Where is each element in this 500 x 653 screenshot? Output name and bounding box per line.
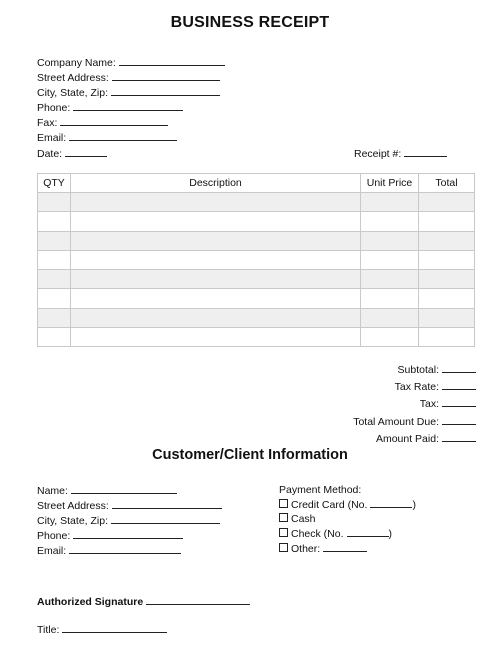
subtotal-row <box>353 362 476 379</box>
cash-checkbox[interactable] <box>279 513 288 522</box>
check-number-field[interactable] <box>347 526 389 537</box>
company-email-field[interactable] <box>69 130 177 141</box>
table-row[interactable] <box>38 193 475 212</box>
signature-row <box>37 594 250 609</box>
company-city-field[interactable] <box>111 85 220 96</box>
customer-email-field[interactable] <box>69 543 181 554</box>
payment-other-row <box>279 541 416 556</box>
company-phone-row <box>37 100 225 115</box>
company-email-label: Email: <box>37 132 67 144</box>
signature-label: Authorized Signature <box>37 596 144 608</box>
check-close-paren: ) <box>388 528 393 540</box>
subtotal-label: Subtotal: <box>397 364 439 376</box>
company-city-label: City, State, Zip: <box>37 87 108 99</box>
tax-label: Tax: <box>419 398 439 411</box>
page-title: BUSINESS RECEIPT <box>170 14 330 31</box>
date-row <box>37 146 107 161</box>
signature-field[interactable] <box>146 594 250 605</box>
tax-rate-field[interactable] <box>442 379 476 390</box>
credit-checkbox[interactable] <box>279 499 288 508</box>
total-header: Total <box>419 174 475 193</box>
table-row[interactable] <box>38 308 475 327</box>
check-checkbox[interactable] <box>279 528 288 537</box>
company-info <box>37 55 225 145</box>
company-fax-label: Fax: <box>37 117 58 129</box>
receipt-number-label: Receipt #: <box>354 148 402 160</box>
customer-city-field[interactable] <box>111 513 220 524</box>
qty-header: QTY <box>38 174 71 193</box>
customer-phone-label: Phone: <box>37 530 71 542</box>
date-label: Date: <box>37 148 63 160</box>
amount-paid-row <box>353 431 476 448</box>
payment-method-label: Payment Method: <box>279 484 362 496</box>
company-name-field[interactable] <box>119 55 225 66</box>
company-name-row <box>37 55 225 70</box>
table-row[interactable] <box>38 250 475 269</box>
table-row[interactable] <box>38 212 475 231</box>
other-label: Other: <box>291 543 321 555</box>
customer-email-row <box>37 543 222 558</box>
total-due-label: Total Amount Due: <box>353 415 439 428</box>
payment-credit-row <box>279 497 416 512</box>
customer-street-label: Street Address: <box>37 500 109 512</box>
company-email-row <box>37 130 225 145</box>
amount-paid-field[interactable] <box>442 431 476 442</box>
amount-paid-label: Amount Paid: <box>375 432 439 445</box>
payment-check-row <box>279 526 416 541</box>
title-row <box>37 622 167 637</box>
totals-block <box>353 362 476 448</box>
customer-name-label: Name: <box>37 485 68 497</box>
tax-rate-row <box>353 379 476 396</box>
cash-label: Cash <box>291 513 316 525</box>
description-header: Description <box>71 174 361 193</box>
title-field[interactable] <box>62 622 167 633</box>
company-street-label: Street Address: <box>37 72 109 84</box>
table-row[interactable] <box>38 231 475 250</box>
company-fax-row <box>37 115 225 130</box>
credit-number-field[interactable] <box>370 497 412 508</box>
company-street-row <box>37 70 225 85</box>
customer-heading: Customer/Client Information <box>152 447 348 463</box>
table-row[interactable] <box>38 328 475 347</box>
table-row[interactable] <box>38 270 475 289</box>
payment-cash-row <box>279 512 416 526</box>
customer-phone-field[interactable] <box>73 528 183 539</box>
payment-method <box>279 483 416 556</box>
tax-rate-label: Tax Rate: <box>394 381 439 394</box>
tax-row <box>353 396 476 413</box>
customer-name-field[interactable] <box>71 483 177 494</box>
subtotal-field[interactable] <box>442 362 476 373</box>
customer-city-row <box>37 513 222 528</box>
items-table-header <box>38 174 475 193</box>
other-checkbox[interactable] <box>279 543 288 552</box>
customer-street-field[interactable] <box>112 498 222 509</box>
customer-street-row <box>37 498 222 513</box>
other-field[interactable] <box>323 541 367 552</box>
table-row[interactable] <box>38 289 475 308</box>
company-street-field[interactable] <box>112 70 220 81</box>
total-due-field[interactable] <box>442 414 476 425</box>
tax-field[interactable] <box>442 396 476 407</box>
company-phone-field[interactable] <box>73 100 183 111</box>
date-field[interactable] <box>65 146 107 157</box>
total-due-row <box>353 414 476 431</box>
receipt-number-field[interactable] <box>404 146 447 157</box>
customer-phone-row <box>37 528 222 543</box>
items-table <box>37 173 475 347</box>
receipt-number-row <box>354 146 447 161</box>
company-phone-label: Phone: <box>37 102 71 114</box>
title-label: Title: <box>37 624 60 636</box>
customer-name-row <box>37 483 222 498</box>
customer-city-label: City, State, Zip: <box>37 515 108 527</box>
customer-info <box>37 483 222 558</box>
check-label: Check (No. <box>291 528 344 540</box>
company-name-label: Company Name: <box>37 57 116 69</box>
credit-close-paren: ) <box>412 499 416 511</box>
company-fax-field[interactable] <box>60 115 168 126</box>
customer-email-label: Email: <box>37 545 67 557</box>
company-city-row <box>37 85 225 100</box>
unit-price-header: Unit Price <box>361 174 419 193</box>
credit-label: Credit Card (No. <box>291 499 368 511</box>
